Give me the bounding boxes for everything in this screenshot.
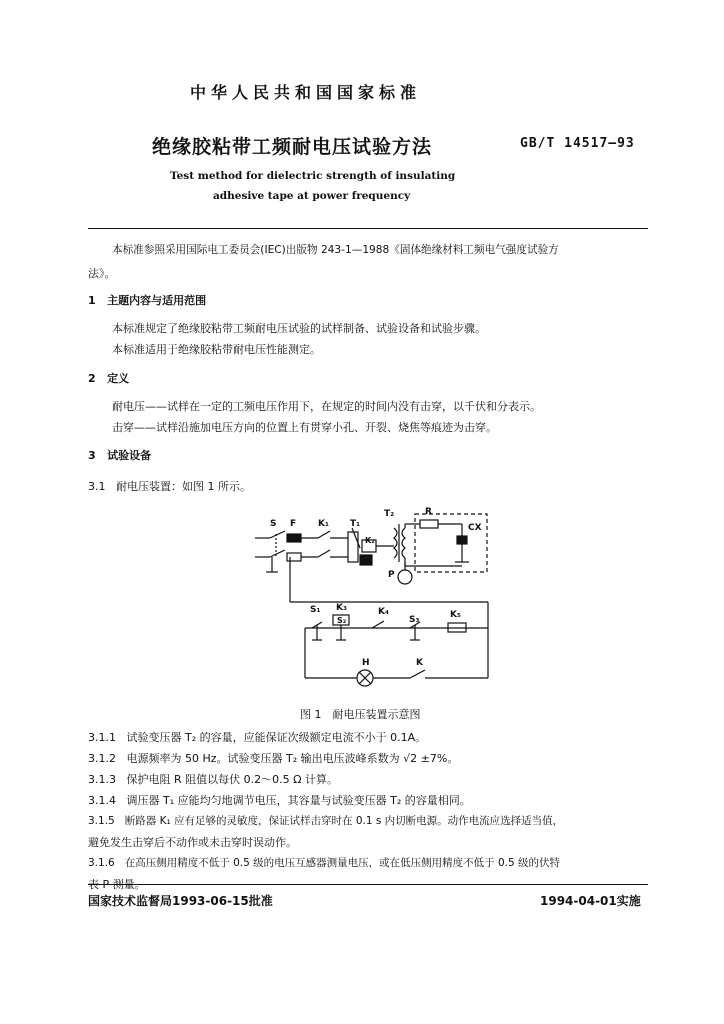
label-p: P	[388, 570, 395, 580]
intro-line2: 法》。	[88, 267, 116, 280]
label-s3: S₃	[409, 615, 420, 625]
section-title: 定义	[107, 372, 130, 385]
clause-3-1-3	[88, 771, 338, 787]
switch-s-blade-2	[270, 550, 285, 557]
clause-number: 3.1.4	[88, 794, 116, 807]
footer-approval: 国家技术监督局1993-06-15批准	[88, 894, 273, 908]
clause-text: 试验变压器 T₂ 的容量，应能保证次级额定电流不小于 0.1A。	[126, 731, 427, 744]
clause-text: 保护电阻 R 阻值以每伏 0.2～0.5 Ω 计算。	[126, 773, 339, 786]
section-1-line2: 本标准适用于绝缘胶粘带耐电压性能测定。	[112, 343, 321, 356]
section-title: 主题内容与适用范围	[107, 294, 207, 307]
figure-caption: 图 1 耐电压装置示意图	[300, 708, 421, 721]
relay-coil	[360, 555, 372, 565]
section-3-heading	[88, 447, 151, 463]
resistor-r	[420, 520, 438, 528]
regulator-t1	[348, 532, 358, 562]
section-1-line1: 本标准规定了绝缘胶粘带工频耐电压试验的试样制备、试验设备和试验步骤。	[112, 322, 486, 335]
footer-implementation: 1994-04-01实施	[540, 894, 641, 908]
section-2-line1: 耐电压——试样在一定的工频电压作用下，在规定的时间内没有击穿，以千伏和分表示。	[112, 400, 541, 413]
label-s1: S₁	[310, 605, 321, 615]
intro-line1: 本标准参照采用国际电工委员会(IEC)出版物 243-1—1988《固体绝缘材料工频电气强度试验方	[112, 244, 559, 256]
clause-3-1-5-cont: 避免发生击穿后不动作或未击穿时误动作。	[88, 836, 297, 849]
label-t1: T₁	[350, 519, 361, 529]
label-cx: CX	[468, 523, 482, 533]
clause-3-1-4	[88, 792, 471, 808]
clause-text: 调压器 T₁ 应能均匀地调节电压，其容量与试验变压器 T₂ 的容量相同。	[126, 794, 471, 807]
footer-rule	[88, 884, 648, 885]
english-title-line1: Test method for dielectric strength of insulating	[170, 170, 456, 182]
english-title-line2: adhesive tape at power frequency	[213, 190, 411, 202]
transformer-t2-primary	[394, 528, 397, 558]
transformer-t2-secondary	[402, 528, 405, 558]
document-title: 绝缘胶粘带工频耐电压试验方法	[152, 136, 433, 158]
standard-code: GB/T 14517—93	[520, 136, 635, 151]
section-number: 2	[88, 372, 96, 385]
circuit-diagram	[0, 500, 724, 710]
clause-3-1-2	[88, 750, 458, 766]
label-h: H	[362, 658, 370, 668]
clause-3-1-6	[88, 855, 560, 870]
label-s: S	[270, 519, 277, 529]
label-k: K	[416, 658, 423, 668]
section-title: 试验设备	[107, 449, 152, 462]
regulator-arrow	[352, 528, 360, 548]
switch-s-blade-1	[270, 531, 285, 538]
section-1-heading	[88, 292, 206, 308]
breaker-k1-blade	[318, 531, 330, 538]
clause-text: 电源频率为 50 Hz。试验变压器 T₂ 输出电压波峰系数为 √2 ±7%。	[126, 752, 459, 765]
label-k2: K₂	[365, 536, 375, 545]
national-standard-heading: 中华人民共和国国家标准	[190, 83, 422, 102]
label-k1: K₁	[318, 519, 329, 529]
fuse-bottom	[287, 553, 301, 561]
label-s2: S₂	[337, 616, 347, 625]
clause-3-1-1	[88, 729, 426, 745]
clause-text: 耐电压装置：如图 1 所示。	[116, 480, 251, 493]
clause-3-1	[88, 478, 251, 494]
switch-k	[410, 670, 425, 678]
section-2-line2: 击穿——试样沿施加电压方向的位置上有贯穿小孔、开裂、烧焦等痕迹为击穿。	[112, 421, 497, 434]
clause-text: 断路器 K₁ 应有足够的灵敏度，保证试样击穿时在 0.1 s 内切断电源。动作电流应选择适当值，	[124, 815, 564, 827]
header-rule	[88, 228, 648, 229]
clause-3-1-6-cont: 表 P 测量。	[88, 878, 146, 891]
label-k4: K₄	[378, 607, 389, 617]
clause-number: 3.1.5	[88, 815, 115, 827]
switch-k4	[372, 621, 384, 628]
label-k5: K₅	[450, 610, 461, 620]
voltmeter-p	[398, 570, 412, 584]
section-number: 1	[88, 294, 96, 307]
section-2-heading	[88, 370, 129, 386]
label-r: R	[425, 507, 432, 517]
clause-number: 3.1.3	[88, 773, 116, 786]
specimen-cx	[457, 536, 467, 544]
label-k3: K₃	[336, 603, 347, 613]
clause-number: 3.1.1	[88, 731, 116, 744]
clause-number: 3.1.2	[88, 752, 116, 765]
label-f: F	[290, 519, 297, 529]
clause-number: 3.1.6	[88, 857, 115, 869]
label-t2: T₂	[384, 509, 395, 519]
clause-text: 在高压侧用精度不低于 0.5 级的电压互感器测量电压，或在低压侧用精度不低于 0.5 级的伏特	[124, 857, 560, 869]
clause-3-1-5	[88, 813, 563, 828]
fuse-top	[287, 534, 301, 542]
clause-number: 3.1	[88, 480, 106, 493]
section-number: 3	[88, 449, 96, 462]
